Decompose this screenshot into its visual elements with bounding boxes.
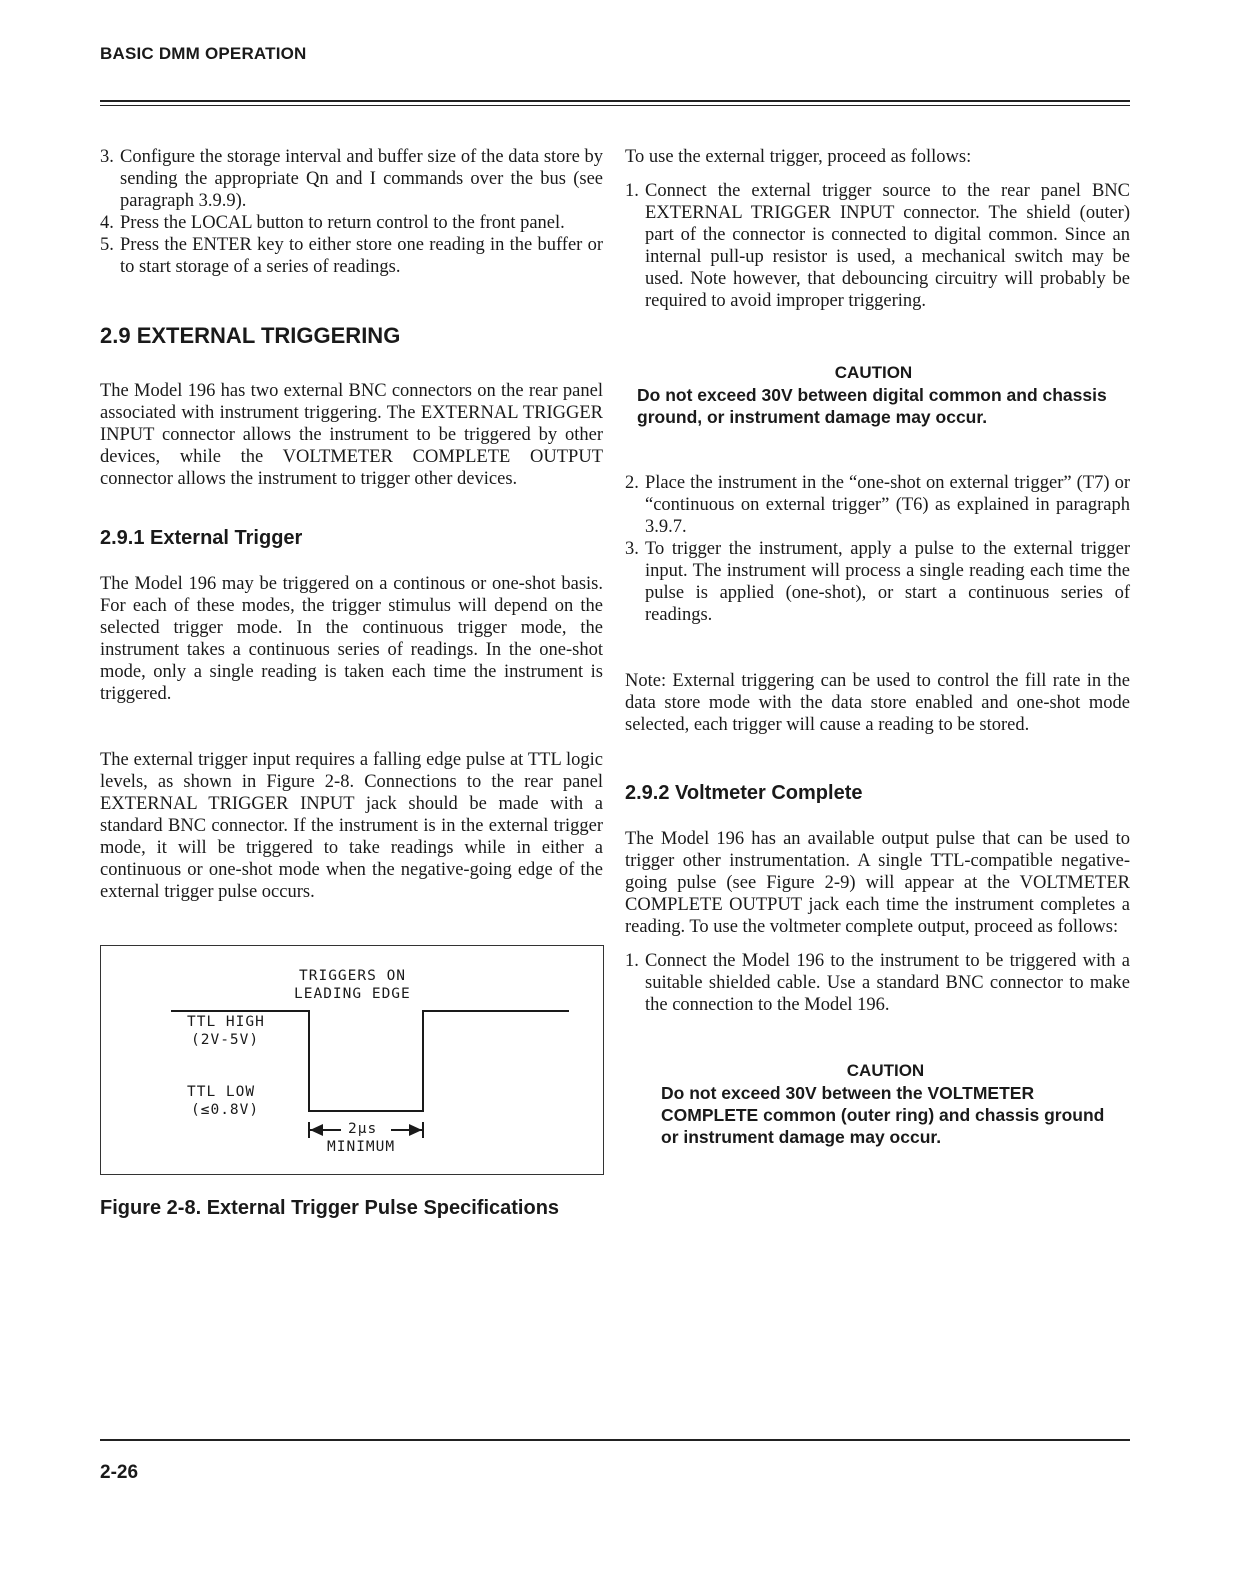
step-number: 3. [625,539,639,559]
trigger-modes-paragraph: The Model 196 may be triggered on a continous or one-shot basis. For each of these modes, the trigger stimulus will depend on the selected trigger mode. In the continuous trigger mode, the instrument takes a continuous series of readings. In the one-shot mode, only a single reading is taken each time the instrument is triggered. [100,574,603,704]
external-trigger-steps [625,180,1130,312]
list-item [100,212,603,234]
step-number: 2. [625,473,639,493]
step-number: 1. [625,951,639,971]
external-trigger-steps-continued [625,472,1130,626]
figure-frame [100,945,604,1175]
step-number: 4. [100,213,114,233]
list-item [625,950,1130,1016]
label-leading-edge: LEADING EDGE [294,986,411,1002]
caution-title: CAUTION [846,1061,925,1080]
label-low-range: (≤0.8V) [191,1102,260,1118]
step-text: Press the LOCAL button to return control to the front panel. [120,213,565,233]
trigger-input-paragraph: The external trigger input requires a falling edge pulse at TTL logic levels, as shown in Figure 2-8. Connections to the rear panel EXTERNAL TRIGGER INPUT jack should be made with a standard BNC connector. If the instrument is in the external trigger mode, it will be triggered to take readings while in either a continuous or one-shot mode when the negative-going edge of the external trigger pulse occurs. [100,750,603,902]
subsection-heading-voltmeter-complete: 2.9.2 Voltmeter Complete [625,782,863,804]
external-triggering-paragraph: The Model 196 has two external BNC connectors on the rear panel associated with instrument triggering. The EXTERNAL TRIGGER INPUT connector allows the instrument to be triggered by other devices, while the VOLTMETER COMPLETE OUTPUT connector allows the instrument to trigger other devices. [100,381,603,489]
fill-rate-note: Note: External triggering can be used to control the fill rate in the data store mode with the data store enabled and one-shot mode selected, each trigger will cause a reading to be stored. [625,671,1130,735]
caution-title: CAUTION [834,363,913,382]
section-heading-external-triggering: 2.9 EXTERNAL TRIGGERING [100,323,401,348]
list-item [625,472,1130,538]
step-text: Place the instrument in the “one-shot on external trigger” (T7) or “continuous on external trigger” (T6) as explained in paragraph 3.9.7. [645,473,1130,537]
step-text: To trigger the instrument, apply a pulse to the external trigger input. The instrument will process a single reading each time the pulse is applied (one-shot), or start a continuous series of readings. [645,539,1130,625]
label-ttl-low: TTL LOW [187,1084,256,1100]
header-rule-thin [100,105,1130,106]
step-number: 3. [100,147,114,167]
step-number: 5. [100,235,114,255]
step-text: Press the ENTER key to either store one reading in the buffer or to start storage of a series of readings. [120,235,603,277]
caution-text: Do not exceed 30V between the VOLTMETER COMPLETE common (outer ring) and chassis ground or instrument damage may occur. [661,1083,1105,1147]
caution-voltmeter-complete [625,1060,1130,1148]
label-minimum: MINIMUM [327,1139,396,1155]
voltmeter-complete-steps [625,950,1130,1016]
step-text: Connect the external trigger source to the rear panel BNC EXTERNAL TRIGGER INPUT connector. The shield (outer) part of the connector is connected to digital common. Since an internal pull-up resistor is used, a mechanical switch may be used. Note however, that debouncing circuitry will probably be required to avoid improper triggering. [645,181,1130,311]
figure-2-8 [100,945,603,1220]
store-steps-list [100,146,603,278]
running-header: BASIC DMM OPERATION [100,44,307,63]
step-text: Connect the Model 196 to the instrument to be triggered with a suitable shielded cable. Use a standard BNC connector to make the connection to the Model 196. [645,951,1130,1015]
figure-caption: Figure 2-8. External Trigger Pulse Specifications [100,1197,560,1219]
width-arrow-head-left [310,1124,323,1136]
footer-rule [100,1439,1130,1441]
left-column [100,146,603,1220]
caution-text: Do not exceed 30V between digital common and chassis ground, or instrument damage may occur. [637,385,1107,427]
step-text: Configure the storage interval and buffer size of the data store by sending the appropriate Qn and I commands over the bus (see paragraph 3.9.9). [120,147,603,211]
width-arrow-head-right [409,1124,422,1136]
list-item [625,180,1130,312]
external-trigger-intro: To use the external trigger, proceed as follows: [625,147,972,167]
list-item [100,234,603,278]
header-rule [100,100,1130,102]
voltmeter-complete-paragraph: The Model 196 has an available output pulse that can be used to trigger other instrumentation. A single TTL-compatible negative-going pulse (see Figure 2-9) will appear at the VOLTMETER COMPLETE OUTPUT jack each time the instrument completes a reading. To use the voltmeter complete output, proceed as follows: [625,829,1130,937]
label-high-range: (2V-5V) [191,1032,260,1048]
label-ttl-high: TTL HIGH [187,1014,265,1030]
caution-digital-common [625,362,1130,428]
right-column [625,146,1130,1148]
subsection-heading-external-trigger: 2.9.1 External Trigger [100,527,303,549]
label-pulse-width: 2μs [348,1121,378,1137]
page-number: 2-26 [100,1462,139,1483]
list-item [625,538,1130,626]
step-number: 1. [625,181,639,201]
label-triggers-on: TRIGGERS ON [299,968,407,984]
list-item [100,146,603,212]
